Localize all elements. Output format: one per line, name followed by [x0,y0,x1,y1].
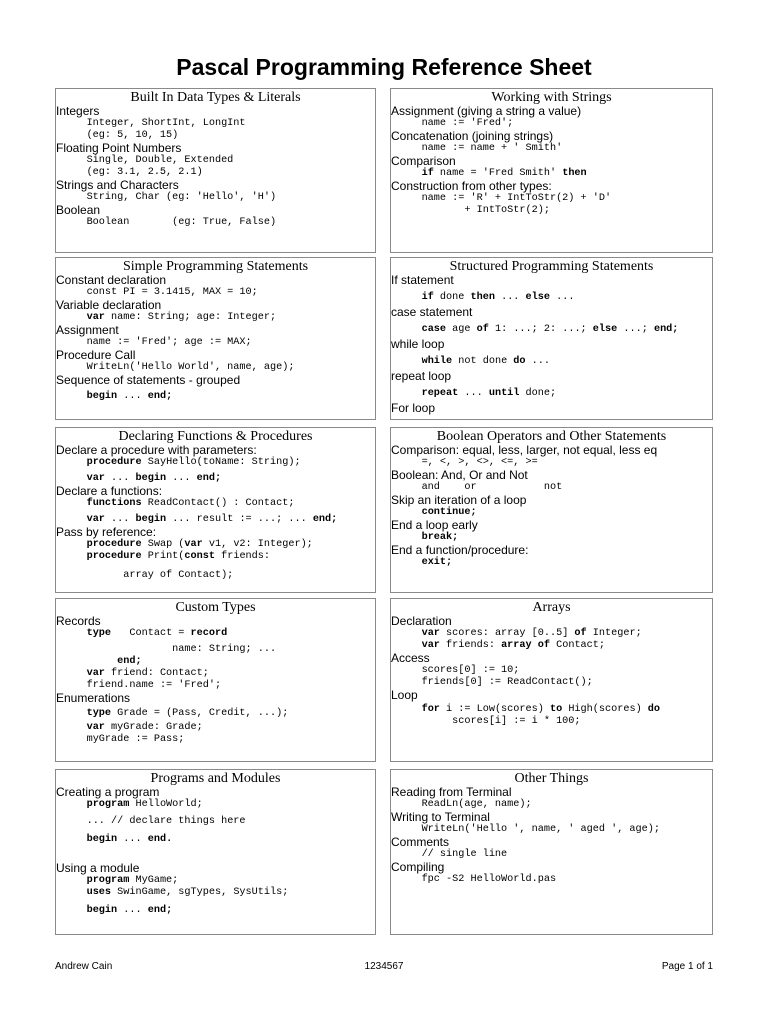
keyword: end; [147,391,173,402]
keyword: do [513,356,526,367]
label-assignment: Assignment (giving a string a value) [391,104,582,118]
keyword: record [190,628,228,639]
label-comments: Comments [391,835,450,849]
section-title: Arrays [532,600,571,615]
code-line: program MyGame; [86,875,179,886]
code-line: const PI = 3.1415, MAX = 10; [56,287,258,298]
keyword: until [488,388,520,399]
code-line: while not done do ... [421,356,550,367]
keyword: then [470,292,495,303]
code-line: if name = 'Fred Smith' then [421,168,587,179]
footer-id: 1234567 [364,961,404,972]
section-title: Structured Programming Statements [449,259,654,274]
section-title: Other Things [514,771,589,786]
keyword: program [86,875,130,886]
section-title: Declaring Functions & Procedures [118,429,313,444]
label-declare-procedure: Declare a procedure with parameters: [56,443,257,457]
code-line: uses SwinGame, sgTypes, SysUtils; [86,887,289,898]
code-line: begin ... end. [86,834,173,845]
keyword: begin [86,834,118,845]
code-line: name := 'R' + IntToStr(2) + 'D' [391,193,612,204]
keyword: else [592,324,618,335]
section-structured-statements [390,257,713,420]
keyword: for [421,704,440,715]
section-functions-procedures [55,427,376,593]
section-title: Built In Data Types & Literals [130,90,301,105]
keyword: procedure [86,539,142,550]
code-line: type Grade = (Pass, Credit, ...); [86,708,289,719]
label-procedure-call: Procedure Call [56,348,136,362]
keyword: var [86,722,105,733]
code-line: case age of 1: ...; 2: ...; else ...; end; [421,324,679,335]
section-builtin-types [55,88,376,253]
keyword: begin [135,473,167,484]
code-line: =, <, >, <>, <=, >= [391,457,538,468]
code-line: myGrade := Pass; [86,734,185,745]
code-line: repeat ... until done; [421,388,557,399]
label-end-function: End a function/procedure: [391,543,529,557]
section-title: Working with Strings [491,90,612,105]
code-line: // single line [391,849,508,860]
code-line: var friends: array of Contact; [421,640,606,651]
keyword: of [574,628,587,639]
label-strings-chars: Strings and Characters [56,178,179,192]
code-line: name := 'Fred'; age := MAX; [56,337,252,348]
label-pass-by-reference: Pass by reference: [56,525,157,539]
label-enumerations: Enumerations [56,691,131,705]
code-line: functions ReadContact() : Contact; [86,498,295,509]
keyword: uses [86,887,112,898]
code-line: var name: String; age: Integer; [86,312,277,323]
keyword: var [421,640,440,651]
keyword: begin [135,514,167,525]
label-boolean: Boolean: And, Or and Not [391,468,528,482]
keyword: var [86,668,105,679]
code-line: Integer, ShortInt, LongInt [56,118,246,129]
label-loop: Loop [391,688,418,702]
code-line: procedure Swap (var v1, v2: Integer); [86,539,313,550]
code-line: scores[0] := 10; [391,665,520,676]
section-title: Programs and Modules [150,771,281,786]
keyword: const [184,551,215,562]
code-line: ... // declare things here [86,816,246,827]
section-title: Boolean Operators and Other Statements [436,429,667,444]
label-access: Access [391,651,430,665]
keyword: var [184,539,203,550]
code-line: procedure SayHello(toName: String); [86,457,301,468]
code-line: Boolean (eg: True, False) [56,217,277,228]
section-custom-types [55,598,376,762]
keyword: break; [421,532,459,543]
keyword: var [86,473,105,484]
label-floating-point: Floating Point Numbers [56,141,182,155]
code-line: begin ... end; [86,905,173,916]
label-compiling: Compiling [391,860,445,874]
label-comparison: Comparison [391,154,456,168]
label-integers: Integers [56,104,100,118]
code-line: begin ... end; [86,391,173,402]
label-declare-function: Declare a functions: [56,484,163,498]
label-comparison: Comparison: equal, less, larger, not equal, less eq [391,443,658,457]
keyword: var [86,312,105,323]
footer-page-number: Page 1 of 1 [661,961,713,972]
label-if: If statement [391,273,454,287]
code-line: type Contact = record [86,628,228,639]
label-records: Records [56,614,101,628]
keyword: else [525,292,551,303]
page-title: Pascal Programming Reference Sheet [176,54,592,80]
code-line: var scores: array [0..5] of Integer; [421,628,642,639]
label-writing-terminal: Writing to Terminal [391,810,490,824]
code-line [56,656,375,668]
code-line: name := 'Fred'; [391,118,514,129]
keyword: program [86,799,130,810]
code-line: array of Contact); [56,570,234,581]
code-line: friend.name := 'Fred'; [86,680,222,691]
code-line: + IntToStr(2); [391,205,550,216]
section-simple-statements [55,257,376,420]
code-line: procedure Print(const friends: [86,551,271,562]
code-line: name := name + ' Smith' [391,143,563,154]
keyword: continue; [421,507,477,518]
keyword: array of [501,640,550,651]
keyword: to [549,704,563,715]
label-assignment: Assignment [56,323,119,337]
label-concatenation: Concatenation (joining strings) [391,129,554,143]
section-programs-modules [55,769,376,935]
label-while: while loop [391,337,445,351]
code-line: Single, Double, Extended [56,155,234,166]
label-repeat: repeat loop [391,369,452,383]
keyword: end; [117,656,142,667]
code-line: ReadLn(age, name); [391,799,532,810]
label-creating-program: Creating a program [56,785,160,799]
code-line: (eg: 5, 10, 15) [56,130,179,141]
keyword: end; [312,514,338,525]
code-line: scores[i] := i * 100; [391,716,581,727]
keyword: end; [653,324,679,335]
code-line: (eg: 3.1, 2.5, 2.1) [56,167,203,178]
footer-author: Andrew Cain [55,961,113,972]
label-constant: Constant declaration [56,273,167,287]
code-line [391,557,712,569]
label-for: For loop [391,401,436,415]
keyword: while [421,356,453,367]
label-variable: Variable declaration [56,298,162,312]
section-title: Custom Types [175,600,256,615]
code-line: program HelloWorld; [86,799,203,810]
label-end-loop: End a loop early [391,518,478,532]
keyword: then [562,168,587,179]
label-case: case statement [391,305,473,319]
keyword: type [86,628,112,639]
label-using-module: Using a module [56,861,140,875]
code-line: name: String; ... [56,644,277,655]
label-reading-terminal: Reading from Terminal [391,785,512,799]
label-skip-iteration: Skip an iteration of a loop [391,493,527,507]
keyword: end; [196,473,222,484]
code-line: var ... begin ... end; [86,473,222,484]
keyword: var [421,628,440,639]
label-boolean: Boolean [56,203,101,217]
section-arrays [390,598,713,762]
keyword: begin [86,905,118,916]
keyword: of [476,324,489,335]
code-line: String, Char (eg: 'Hello', 'H') [56,192,277,203]
keyword: procedure [86,551,142,562]
keyword: var [86,514,105,525]
keyword: if [421,168,434,179]
code-line: if done then ... else ... [421,292,575,303]
keyword: if [421,292,434,303]
section-working-strings [390,88,713,253]
code-line: WriteLn('Hello World', name, age); [56,362,295,373]
code-line: WriteLn('Hello ', name, ' aged ', age); [391,824,660,835]
keyword: do [647,704,661,715]
keyword: functions [86,498,142,509]
keyword: end. [147,834,173,845]
code-line: var myGrade: Grade; [86,722,203,733]
keyword: exit; [421,557,453,568]
keyword: end; [147,905,173,916]
label-construction: Construction from other types: [391,179,552,193]
code-line: fpc -S2 HelloWorld.pas [391,874,557,885]
section-boolean-operators [390,427,713,593]
code-line: var friend: Contact; [86,668,209,679]
label-sequence: Sequence of statements - grouped [56,373,241,387]
code-line: var ... begin ... result := ...; ... end; [86,514,338,525]
keyword: begin [86,391,118,402]
code-line: for i := Low(scores) to High(scores) do [421,704,661,715]
keyword: procedure [86,457,142,468]
code-line: friends[0] := ReadContact(); [391,677,593,688]
code-line: and or not [391,482,563,493]
keyword: repeat [421,388,459,399]
section-title: Simple Programming Statements [122,259,309,274]
keyword: case [421,324,447,335]
keyword: type [86,708,112,719]
label-declaration: Declaration [391,614,452,628]
section-other-things [390,769,713,935]
